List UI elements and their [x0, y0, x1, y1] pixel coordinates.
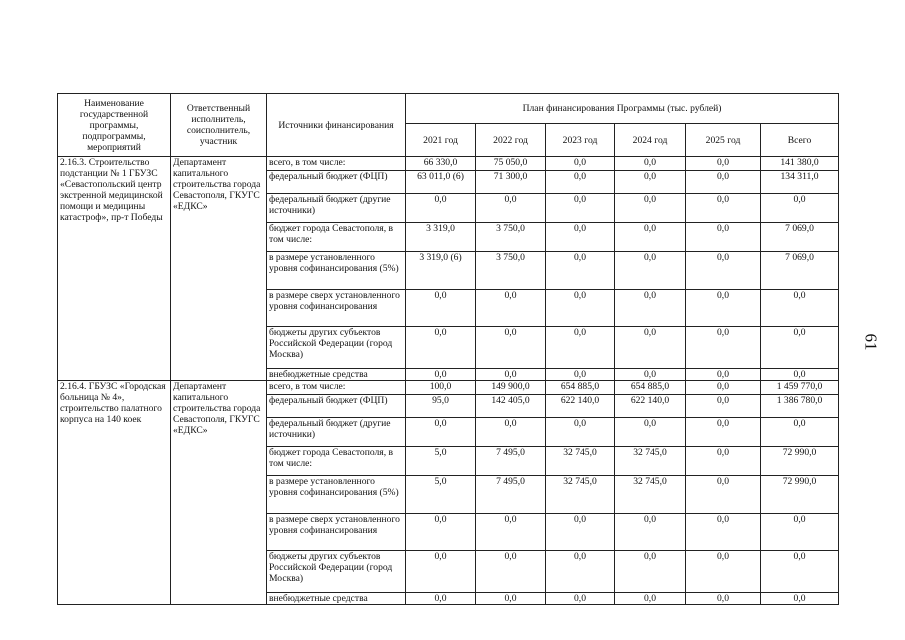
value-cell: 0,0 — [615, 593, 686, 605]
value-cell: 0,0 — [476, 418, 546, 447]
value-cell: 0,0 — [761, 593, 839, 605]
value-cell: 0,0 — [686, 194, 761, 223]
source-cell: федеральный бюджет (другие источники) — [267, 418, 406, 447]
source-cell: бюджет города Севастополя, в том числе: — [267, 447, 406, 476]
value-cell: 0,0 — [406, 418, 476, 447]
value-cell: 0,0 — [476, 194, 546, 223]
value-cell: 0,0 — [546, 252, 615, 290]
source-cell: федеральный бюджет (ФЦП) — [267, 395, 406, 418]
value-cell: 0,0 — [686, 290, 761, 327]
value-cell: 0,0 — [476, 593, 546, 605]
value-cell: 0,0 — [546, 290, 615, 327]
value-cell: 32 745,0 — [615, 447, 686, 476]
value-cell: 0,0 — [686, 395, 761, 418]
value-cell: 0,0 — [686, 514, 761, 551]
value-cell: 0,0 — [546, 551, 615, 593]
value-cell: 0,0 — [686, 447, 761, 476]
value-cell: 1 386 780,0 — [761, 395, 839, 418]
table-row — [58, 381, 839, 395]
value-cell: 3 319,0 (6) — [406, 252, 476, 290]
value-cell: 0,0 — [476, 551, 546, 593]
value-cell: 0,0 — [546, 593, 615, 605]
value-cell: 0,0 — [615, 369, 686, 381]
value-cell: 0,0 — [406, 551, 476, 593]
header-year: Всего — [761, 124, 839, 157]
source-cell: внебюджетные средства — [267, 369, 406, 381]
value-cell: 7 495,0 — [476, 476, 546, 514]
value-cell: 0,0 — [686, 369, 761, 381]
value-cell: 0,0 — [546, 369, 615, 381]
value-cell: 0,0 — [615, 223, 686, 252]
value-cell: 3 750,0 — [476, 223, 546, 252]
value-cell: 142 405,0 — [476, 395, 546, 418]
value-cell: 0,0 — [615, 252, 686, 290]
source-cell: федеральный бюджет (другие источники) — [267, 194, 406, 223]
value-cell: 0,0 — [686, 252, 761, 290]
value-cell: 0,0 — [761, 290, 839, 327]
value-cell: 0,0 — [615, 551, 686, 593]
value-cell: 0,0 — [761, 194, 839, 223]
value-cell: 0,0 — [615, 157, 686, 171]
value-cell: 95,0 — [406, 395, 476, 418]
header-year: 2021 год — [406, 124, 476, 157]
source-cell: бюджет города Севастополя, в том числе: — [267, 223, 406, 252]
value-cell: 0,0 — [546, 514, 615, 551]
source-cell: в размере сверх установленного уровня софинансирования — [267, 514, 406, 551]
value-cell: 100,0 — [406, 381, 476, 395]
value-cell: 0,0 — [686, 381, 761, 395]
source-cell: всего, в том числе: — [267, 381, 406, 395]
value-cell: 0,0 — [476, 290, 546, 327]
header-sources: Источники финансирования — [267, 94, 406, 157]
value-cell: 0,0 — [476, 369, 546, 381]
header-year: 2023 год — [546, 124, 615, 157]
value-cell: 0,0 — [686, 476, 761, 514]
value-cell: 3 319,0 — [406, 223, 476, 252]
value-cell: 0,0 — [406, 327, 476, 369]
page-number: 61 — [861, 333, 881, 351]
value-cell: 63 011,0 (6) — [406, 171, 476, 194]
value-cell: 0,0 — [546, 223, 615, 252]
value-cell: 0,0 — [476, 514, 546, 551]
value-cell: 0,0 — [546, 171, 615, 194]
value-cell: 654 885,0 — [615, 381, 686, 395]
value-cell: 75 050,0 — [476, 157, 546, 171]
value-cell: 0,0 — [615, 171, 686, 194]
program-name-cell: 2.16.4. ГБУЗС «Городская больница № 4», строительство палатного корпуса на 140 коек — [58, 381, 171, 605]
program-name-cell: 2.16.3. Строительство подстанции № 1 ГБУЗС «Севастопольский центр экстренной медицинской помощи и медицины катастроф», пр-т Победы — [58, 157, 171, 381]
value-cell: 0,0 — [761, 369, 839, 381]
value-cell: 32 745,0 — [546, 476, 615, 514]
table-row — [58, 157, 839, 171]
header-program: Наименование государственной программы, подпрограммы, мероприятий — [58, 94, 171, 157]
value-cell: 0,0 — [761, 418, 839, 447]
value-cell: 72 990,0 — [761, 447, 839, 476]
value-cell: 1 459 770,0 — [761, 381, 839, 395]
value-cell: 0,0 — [615, 327, 686, 369]
source-cell: в размере установленного уровня софинансирования (5%) — [267, 252, 406, 290]
value-cell: 134 311,0 — [761, 171, 839, 194]
value-cell: 71 300,0 — [476, 171, 546, 194]
source-cell: бюджеты других субъектов Российской Федерации (город Москва) — [267, 327, 406, 369]
source-cell: всего, в том числе: — [267, 157, 406, 171]
value-cell: 0,0 — [406, 369, 476, 381]
header-plan: План финансирования Программы (тыс. рублей) — [406, 94, 839, 124]
value-cell: 7 495,0 — [476, 447, 546, 476]
value-cell: 0,0 — [546, 327, 615, 369]
header-responsible: Ответственный исполнитель, соисполнитель, участник — [171, 94, 267, 157]
value-cell: 0,0 — [686, 327, 761, 369]
value-cell: 0,0 — [406, 514, 476, 551]
header-year: 2025 год — [686, 124, 761, 157]
value-cell: 654 885,0 — [546, 381, 615, 395]
value-cell: 0,0 — [546, 157, 615, 171]
source-cell: внебюджетные средства — [267, 593, 406, 605]
value-cell: 0,0 — [761, 327, 839, 369]
source-cell: в размере установленного уровня софинансирования (5%) — [267, 476, 406, 514]
value-cell: 0,0 — [686, 593, 761, 605]
value-cell: 5,0 — [406, 476, 476, 514]
value-cell: 0,0 — [686, 171, 761, 194]
value-cell: 0,0 — [686, 157, 761, 171]
source-cell: федеральный бюджет (ФЦП) — [267, 171, 406, 194]
value-cell: 66 330,0 — [406, 157, 476, 171]
responsible-cell: Департамент капитального строительства города Севастополя, ГКУГС «ЕДКС» — [171, 381, 267, 605]
value-cell: 72 990,0 — [761, 476, 839, 514]
value-cell: 0,0 — [406, 194, 476, 223]
value-cell: 0,0 — [686, 551, 761, 593]
value-cell: 0,0 — [406, 593, 476, 605]
value-cell: 7 069,0 — [761, 223, 839, 252]
value-cell: 0,0 — [546, 418, 615, 447]
responsible-cell: Департамент капитального строительства города Севастополя, ГКУГС «ЕДКС» — [171, 157, 267, 381]
value-cell: 622 140,0 — [615, 395, 686, 418]
source-cell: в размере сверх установленного уровня софинансирования — [267, 290, 406, 327]
value-cell: 0,0 — [615, 418, 686, 447]
value-cell: 0,0 — [686, 223, 761, 252]
header-year: 2022 год — [476, 124, 546, 157]
value-cell: 0,0 — [761, 514, 839, 551]
value-cell: 0,0 — [546, 194, 615, 223]
value-cell: 0,0 — [686, 418, 761, 447]
value-cell: 622 140,0 — [546, 395, 615, 418]
value-cell: 149 900,0 — [476, 381, 546, 395]
value-cell: 32 745,0 — [546, 447, 615, 476]
value-cell: 0,0 — [615, 194, 686, 223]
header-year: 2024 год — [615, 124, 686, 157]
value-cell: 32 745,0 — [615, 476, 686, 514]
value-cell: 141 380,0 — [761, 157, 839, 171]
value-cell: 0,0 — [761, 551, 839, 593]
value-cell: 0,0 — [406, 290, 476, 327]
value-cell: 3 750,0 — [476, 252, 546, 290]
value-cell: 0,0 — [615, 290, 686, 327]
financing-table — [57, 93, 839, 605]
value-cell: 0,0 — [615, 514, 686, 551]
value-cell: 0,0 — [476, 327, 546, 369]
value-cell: 7 069,0 — [761, 252, 839, 290]
source-cell: бюджеты других субъектов Российской Федерации (город Москва) — [267, 551, 406, 593]
value-cell: 5,0 — [406, 447, 476, 476]
